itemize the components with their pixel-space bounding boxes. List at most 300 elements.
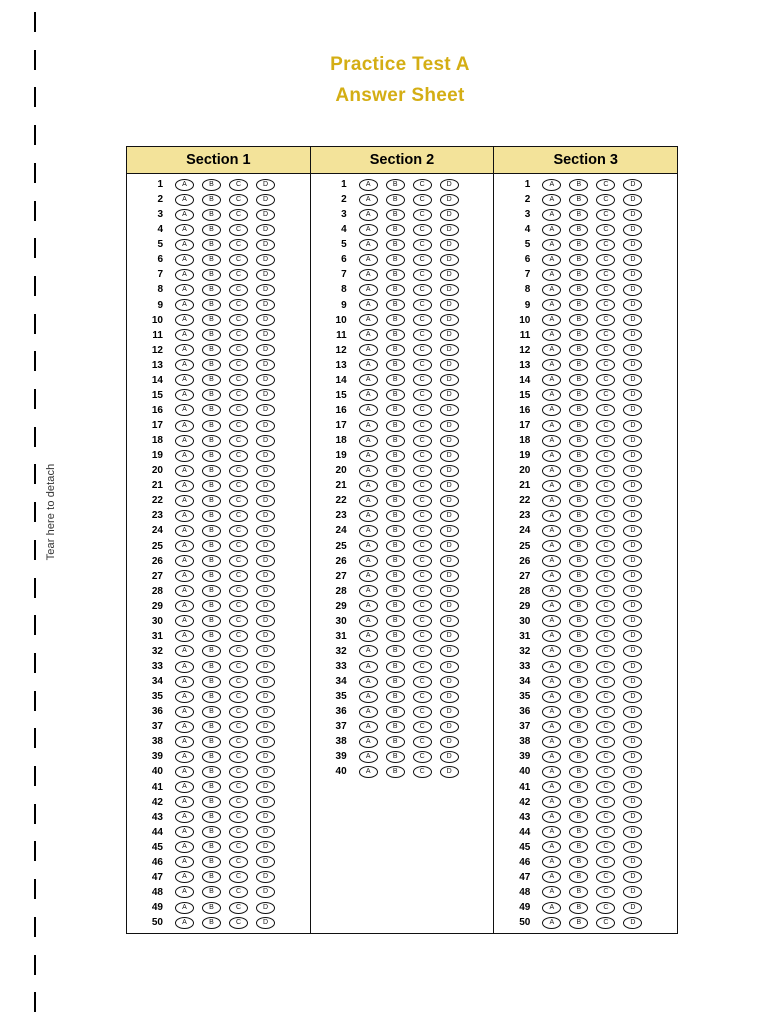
answer-bubble-b[interactable]: B (202, 917, 221, 929)
answer-bubble-c[interactable]: C (413, 570, 432, 582)
answer-bubble-b[interactable]: B (202, 179, 221, 191)
answer-bubble-b[interactable]: B (202, 902, 221, 914)
answer-bubble-d[interactable]: D (440, 450, 459, 462)
answer-bubble-b[interactable]: B (202, 359, 221, 371)
answer-bubble-a[interactable]: A (175, 540, 194, 552)
answer-bubble-b[interactable]: B (569, 525, 588, 537)
answer-bubble-c[interactable]: C (596, 209, 615, 221)
answer-bubble-c[interactable]: C (229, 224, 248, 236)
answer-bubble-a[interactable]: A (542, 194, 561, 206)
answer-bubble-b[interactable]: B (569, 826, 588, 838)
answer-bubble-c[interactable]: C (596, 585, 615, 597)
answer-bubble-c[interactable]: C (413, 314, 432, 326)
answer-bubble-a[interactable]: A (175, 224, 194, 236)
answer-bubble-c[interactable]: C (229, 525, 248, 537)
answer-bubble-c[interactable]: C (229, 374, 248, 386)
answer-bubble-c[interactable]: C (229, 540, 248, 552)
answer-bubble-d[interactable]: D (256, 179, 275, 191)
answer-bubble-a[interactable]: A (175, 284, 194, 296)
answer-bubble-c[interactable]: C (229, 706, 248, 718)
answer-bubble-b[interactable]: B (386, 329, 405, 341)
answer-bubble-b[interactable]: B (202, 766, 221, 778)
answer-bubble-b[interactable]: B (569, 389, 588, 401)
answer-bubble-c[interactable]: C (229, 389, 248, 401)
answer-bubble-d[interactable]: D (440, 224, 459, 236)
answer-bubble-b[interactable]: B (569, 435, 588, 447)
answer-bubble-d[interactable]: D (256, 781, 275, 793)
answer-bubble-a[interactable]: A (542, 495, 561, 507)
answer-bubble-b[interactable]: B (569, 841, 588, 853)
answer-bubble-b[interactable]: B (386, 194, 405, 206)
answer-bubble-b[interactable]: B (569, 811, 588, 823)
answer-bubble-c[interactable]: C (229, 826, 248, 838)
answer-bubble-b[interactable]: B (569, 630, 588, 642)
answer-bubble-b[interactable]: B (569, 645, 588, 657)
answer-bubble-a[interactable]: A (542, 224, 561, 236)
answer-bubble-b[interactable]: B (202, 585, 221, 597)
answer-bubble-a[interactable]: A (359, 420, 378, 432)
answer-bubble-c[interactable]: C (229, 796, 248, 808)
answer-bubble-b[interactable]: B (386, 661, 405, 673)
answer-bubble-c[interactable]: C (596, 420, 615, 432)
answer-bubble-a[interactable]: A (359, 284, 378, 296)
answer-bubble-b[interactable]: B (386, 630, 405, 642)
answer-bubble-a[interactable]: A (542, 871, 561, 883)
answer-bubble-c[interactable]: C (413, 284, 432, 296)
answer-bubble-d[interactable]: D (623, 495, 642, 507)
answer-bubble-b[interactable]: B (202, 299, 221, 311)
answer-bubble-d[interactable]: D (256, 209, 275, 221)
answer-bubble-d[interactable]: D (440, 751, 459, 763)
answer-bubble-d[interactable]: D (623, 540, 642, 552)
answer-bubble-b[interactable]: B (386, 570, 405, 582)
answer-bubble-c[interactable]: C (596, 540, 615, 552)
answer-bubble-b[interactable]: B (386, 224, 405, 236)
answer-bubble-b[interactable]: B (386, 691, 405, 703)
answer-bubble-b[interactable]: B (386, 721, 405, 733)
answer-bubble-a[interactable]: A (175, 299, 194, 311)
answer-bubble-c[interactable]: C (413, 209, 432, 221)
answer-bubble-b[interactable]: B (569, 886, 588, 898)
answer-bubble-d[interactable]: D (256, 600, 275, 612)
answer-bubble-b[interactable]: B (386, 525, 405, 537)
answer-bubble-c[interactable]: C (596, 194, 615, 206)
answer-bubble-c[interactable]: C (229, 645, 248, 657)
answer-bubble-d[interactable]: D (440, 691, 459, 703)
answer-bubble-d[interactable]: D (256, 811, 275, 823)
answer-bubble-d[interactable]: D (440, 736, 459, 748)
answer-bubble-c[interactable]: C (229, 886, 248, 898)
answer-bubble-b[interactable]: B (386, 495, 405, 507)
answer-bubble-b[interactable]: B (386, 299, 405, 311)
answer-bubble-a[interactable]: A (359, 299, 378, 311)
answer-bubble-a[interactable]: A (542, 902, 561, 914)
answer-bubble-c[interactable]: C (229, 284, 248, 296)
answer-bubble-d[interactable]: D (256, 329, 275, 341)
answer-bubble-b[interactable]: B (569, 224, 588, 236)
answer-bubble-b[interactable]: B (202, 525, 221, 537)
answer-bubble-b[interactable]: B (202, 329, 221, 341)
answer-bubble-b[interactable]: B (569, 781, 588, 793)
answer-bubble-c[interactable]: C (596, 796, 615, 808)
answer-bubble-b[interactable]: B (386, 389, 405, 401)
answer-bubble-c[interactable]: C (229, 435, 248, 447)
answer-bubble-a[interactable]: A (175, 736, 194, 748)
answer-bubble-a[interactable]: A (542, 615, 561, 627)
answer-bubble-d[interactable]: D (623, 917, 642, 929)
answer-bubble-b[interactable]: B (569, 450, 588, 462)
answer-bubble-b[interactable]: B (569, 179, 588, 191)
answer-bubble-a[interactable]: A (175, 600, 194, 612)
answer-bubble-b[interactable]: B (202, 239, 221, 251)
answer-bubble-a[interactable]: A (542, 751, 561, 763)
answer-bubble-c[interactable]: C (596, 269, 615, 281)
answer-bubble-c[interactable]: C (596, 525, 615, 537)
answer-bubble-b[interactable]: B (386, 706, 405, 718)
answer-bubble-c[interactable]: C (413, 254, 432, 266)
answer-bubble-d[interactable]: D (440, 344, 459, 356)
answer-bubble-c[interactable]: C (229, 811, 248, 823)
answer-bubble-a[interactable]: A (542, 389, 561, 401)
answer-bubble-d[interactable]: D (623, 314, 642, 326)
answer-bubble-a[interactable]: A (175, 239, 194, 251)
answer-bubble-b[interactable]: B (569, 510, 588, 522)
answer-bubble-c[interactable]: C (596, 630, 615, 642)
answer-bubble-a[interactable]: A (542, 555, 561, 567)
answer-bubble-b[interactable]: B (386, 555, 405, 567)
answer-bubble-c[interactable]: C (413, 706, 432, 718)
answer-bubble-d[interactable]: D (256, 495, 275, 507)
answer-bubble-b[interactable]: B (202, 721, 221, 733)
answer-bubble-c[interactable]: C (413, 179, 432, 191)
answer-bubble-d[interactable]: D (440, 645, 459, 657)
answer-bubble-a[interactable]: A (542, 661, 561, 673)
answer-bubble-a[interactable]: A (175, 465, 194, 477)
answer-bubble-a[interactable]: A (359, 254, 378, 266)
answer-bubble-a[interactable]: A (359, 329, 378, 341)
answer-bubble-a[interactable]: A (542, 691, 561, 703)
answer-bubble-d[interactable]: D (440, 525, 459, 537)
answer-bubble-a[interactable]: A (542, 676, 561, 688)
answer-bubble-b[interactable]: B (202, 465, 221, 477)
answer-bubble-d[interactable]: D (256, 480, 275, 492)
answer-bubble-b[interactable]: B (569, 329, 588, 341)
answer-bubble-c[interactable]: C (596, 600, 615, 612)
answer-bubble-d[interactable]: D (623, 736, 642, 748)
answer-bubble-d[interactable]: D (256, 299, 275, 311)
answer-bubble-d[interactable]: D (623, 480, 642, 492)
answer-bubble-b[interactable]: B (202, 615, 221, 627)
answer-bubble-b[interactable]: B (386, 600, 405, 612)
answer-bubble-c[interactable]: C (229, 615, 248, 627)
answer-bubble-d[interactable]: D (623, 450, 642, 462)
answer-bubble-d[interactable]: D (256, 871, 275, 883)
answer-bubble-b[interactable]: B (386, 676, 405, 688)
answer-bubble-d[interactable]: D (623, 389, 642, 401)
answer-bubble-a[interactable]: A (175, 525, 194, 537)
answer-bubble-b[interactable]: B (202, 450, 221, 462)
answer-bubble-c[interactable]: C (413, 374, 432, 386)
answer-bubble-c[interactable]: C (229, 239, 248, 251)
answer-bubble-d[interactable]: D (256, 254, 275, 266)
answer-bubble-a[interactable]: A (359, 751, 378, 763)
answer-bubble-a[interactable]: A (359, 540, 378, 552)
answer-bubble-a[interactable]: A (175, 630, 194, 642)
answer-bubble-a[interactable]: A (542, 721, 561, 733)
answer-bubble-d[interactable]: D (256, 420, 275, 432)
answer-bubble-c[interactable]: C (413, 525, 432, 537)
answer-bubble-c[interactable]: C (596, 826, 615, 838)
answer-bubble-b[interactable]: B (569, 600, 588, 612)
answer-bubble-b[interactable]: B (569, 480, 588, 492)
answer-bubble-a[interactable]: A (175, 751, 194, 763)
answer-bubble-d[interactable]: D (256, 856, 275, 868)
answer-bubble-b[interactable]: B (386, 209, 405, 221)
answer-bubble-d[interactable]: D (623, 344, 642, 356)
answer-bubble-d[interactable]: D (256, 525, 275, 537)
answer-bubble-a[interactable]: A (175, 495, 194, 507)
answer-bubble-d[interactable]: D (440, 179, 459, 191)
answer-bubble-c[interactable]: C (229, 194, 248, 206)
answer-bubble-a[interactable]: A (542, 736, 561, 748)
answer-bubble-d[interactable]: D (623, 269, 642, 281)
answer-bubble-a[interactable]: A (359, 450, 378, 462)
answer-bubble-a[interactable]: A (359, 736, 378, 748)
answer-bubble-d[interactable]: D (256, 721, 275, 733)
answer-bubble-d[interactable]: D (623, 585, 642, 597)
answer-bubble-a[interactable]: A (542, 179, 561, 191)
answer-bubble-c[interactable]: C (229, 495, 248, 507)
answer-bubble-b[interactable]: B (569, 721, 588, 733)
answer-bubble-d[interactable]: D (440, 721, 459, 733)
answer-bubble-c[interactable]: C (596, 676, 615, 688)
answer-bubble-b[interactable]: B (386, 751, 405, 763)
answer-bubble-d[interactable]: D (440, 630, 459, 642)
answer-bubble-a[interactable]: A (175, 555, 194, 567)
answer-bubble-d[interactable]: D (256, 540, 275, 552)
answer-bubble-d[interactable]: D (440, 600, 459, 612)
answer-bubble-a[interactable]: A (175, 585, 194, 597)
answer-bubble-a[interactable]: A (359, 359, 378, 371)
answer-bubble-c[interactable]: C (596, 480, 615, 492)
answer-bubble-b[interactable]: B (569, 540, 588, 552)
answer-bubble-d[interactable]: D (440, 555, 459, 567)
answer-bubble-d[interactable]: D (256, 344, 275, 356)
answer-bubble-a[interactable]: A (542, 841, 561, 853)
answer-bubble-c[interactable]: C (413, 465, 432, 477)
answer-bubble-d[interactable]: D (440, 706, 459, 718)
answer-bubble-a[interactable]: A (175, 886, 194, 898)
answer-bubble-d[interactable]: D (440, 480, 459, 492)
answer-bubble-d[interactable]: D (256, 796, 275, 808)
answer-bubble-b[interactable]: B (202, 886, 221, 898)
answer-bubble-c[interactable]: C (229, 179, 248, 191)
answer-bubble-a[interactable]: A (359, 344, 378, 356)
answer-bubble-a[interactable]: A (175, 871, 194, 883)
answer-bubble-b[interactable]: B (569, 706, 588, 718)
answer-bubble-d[interactable]: D (623, 630, 642, 642)
answer-bubble-a[interactable]: A (359, 179, 378, 191)
answer-bubble-c[interactable]: C (413, 721, 432, 733)
answer-bubble-a[interactable]: A (175, 766, 194, 778)
answer-bubble-c[interactable]: C (413, 269, 432, 281)
answer-bubble-d[interactable]: D (623, 706, 642, 718)
answer-bubble-c[interactable]: C (413, 630, 432, 642)
answer-bubble-b[interactable]: B (569, 495, 588, 507)
answer-bubble-a[interactable]: A (175, 676, 194, 688)
answer-bubble-a[interactable]: A (175, 269, 194, 281)
answer-bubble-b[interactable]: B (202, 856, 221, 868)
answer-bubble-c[interactable]: C (413, 480, 432, 492)
answer-bubble-b[interactable]: B (569, 615, 588, 627)
answer-bubble-a[interactable]: A (359, 435, 378, 447)
answer-bubble-b[interactable]: B (569, 585, 588, 597)
answer-bubble-d[interactable]: D (440, 239, 459, 251)
answer-bubble-a[interactable]: A (542, 570, 561, 582)
answer-bubble-a[interactable]: A (542, 630, 561, 642)
answer-bubble-a[interactable]: A (359, 766, 378, 778)
answer-bubble-a[interactable]: A (542, 404, 561, 416)
answer-bubble-c[interactable]: C (229, 420, 248, 432)
answer-bubble-d[interactable]: D (256, 706, 275, 718)
answer-bubble-d[interactable]: D (256, 465, 275, 477)
answer-bubble-a[interactable]: A (542, 450, 561, 462)
answer-bubble-a[interactable]: A (359, 706, 378, 718)
answer-bubble-b[interactable]: B (386, 374, 405, 386)
answer-bubble-c[interactable]: C (596, 721, 615, 733)
answer-bubble-a[interactable]: A (359, 239, 378, 251)
answer-bubble-c[interactable]: C (229, 299, 248, 311)
answer-bubble-a[interactable]: A (542, 299, 561, 311)
answer-bubble-d[interactable]: D (256, 691, 275, 703)
answer-bubble-d[interactable]: D (256, 676, 275, 688)
answer-bubble-a[interactable]: A (359, 630, 378, 642)
answer-bubble-a[interactable]: A (359, 585, 378, 597)
answer-bubble-c[interactable]: C (229, 871, 248, 883)
answer-bubble-b[interactable]: B (386, 736, 405, 748)
answer-bubble-c[interactable]: C (413, 224, 432, 236)
answer-bubble-d[interactable]: D (623, 420, 642, 432)
answer-bubble-d[interactable]: D (623, 615, 642, 627)
answer-bubble-c[interactable]: C (229, 480, 248, 492)
answer-bubble-c[interactable]: C (413, 555, 432, 567)
answer-bubble-c[interactable]: C (596, 886, 615, 898)
answer-bubble-d[interactable]: D (256, 374, 275, 386)
answer-bubble-b[interactable]: B (202, 389, 221, 401)
answer-bubble-c[interactable]: C (596, 314, 615, 326)
answer-bubble-d[interactable]: D (623, 600, 642, 612)
answer-bubble-c[interactable]: C (413, 736, 432, 748)
answer-bubble-b[interactable]: B (202, 555, 221, 567)
answer-bubble-c[interactable]: C (229, 254, 248, 266)
answer-bubble-d[interactable]: D (440, 435, 459, 447)
answer-bubble-d[interactable]: D (256, 224, 275, 236)
answer-bubble-c[interactable]: C (413, 329, 432, 341)
answer-bubble-c[interactable]: C (596, 555, 615, 567)
answer-bubble-c[interactable]: C (596, 359, 615, 371)
answer-bubble-c[interactable]: C (596, 661, 615, 673)
answer-bubble-d[interactable]: D (623, 329, 642, 341)
answer-bubble-a[interactable]: A (542, 420, 561, 432)
answer-bubble-a[interactable]: A (175, 480, 194, 492)
answer-bubble-d[interactable]: D (440, 389, 459, 401)
answer-bubble-c[interactable]: C (413, 615, 432, 627)
answer-bubble-d[interactable]: D (623, 856, 642, 868)
answer-bubble-d[interactable]: D (623, 299, 642, 311)
answer-bubble-d[interactable]: D (256, 435, 275, 447)
answer-bubble-a[interactable]: A (175, 389, 194, 401)
answer-bubble-b[interactable]: B (569, 194, 588, 206)
answer-bubble-d[interactable]: D (256, 630, 275, 642)
answer-bubble-b[interactable]: B (202, 600, 221, 612)
answer-bubble-b[interactable]: B (202, 841, 221, 853)
answer-bubble-d[interactable]: D (623, 284, 642, 296)
answer-bubble-b[interactable]: B (202, 495, 221, 507)
answer-bubble-a[interactable]: A (542, 886, 561, 898)
answer-bubble-b[interactable]: B (202, 269, 221, 281)
answer-bubble-b[interactable]: B (386, 510, 405, 522)
answer-bubble-b[interactable]: B (202, 706, 221, 718)
answer-bubble-c[interactable]: C (413, 645, 432, 657)
answer-bubble-d[interactable]: D (256, 585, 275, 597)
answer-bubble-a[interactable]: A (542, 269, 561, 281)
answer-bubble-c[interactable]: C (229, 856, 248, 868)
answer-bubble-b[interactable]: B (569, 796, 588, 808)
answer-bubble-a[interactable]: A (175, 856, 194, 868)
answer-bubble-b[interactable]: B (202, 284, 221, 296)
answer-bubble-a[interactable]: A (175, 615, 194, 627)
answer-bubble-b[interactable]: B (569, 299, 588, 311)
answer-bubble-d[interactable]: D (440, 676, 459, 688)
answer-bubble-a[interactable]: A (542, 766, 561, 778)
answer-bubble-d[interactable]: D (623, 254, 642, 266)
answer-bubble-a[interactable]: A (359, 555, 378, 567)
answer-bubble-a[interactable]: A (542, 811, 561, 823)
answer-bubble-a[interactable]: A (359, 374, 378, 386)
answer-bubble-b[interactable]: B (569, 344, 588, 356)
answer-bubble-c[interactable]: C (229, 510, 248, 522)
answer-bubble-a[interactable]: A (542, 510, 561, 522)
answer-bubble-a[interactable]: A (542, 540, 561, 552)
answer-bubble-a[interactable]: A (542, 374, 561, 386)
answer-bubble-d[interactable]: D (623, 209, 642, 221)
answer-bubble-d[interactable]: D (256, 389, 275, 401)
answer-bubble-c[interactable]: C (413, 389, 432, 401)
answer-bubble-c[interactable]: C (229, 314, 248, 326)
answer-bubble-c[interactable]: C (596, 691, 615, 703)
answer-bubble-b[interactable]: B (569, 661, 588, 673)
answer-bubble-c[interactable]: C (413, 766, 432, 778)
answer-bubble-a[interactable]: A (542, 329, 561, 341)
answer-bubble-b[interactable]: B (386, 179, 405, 191)
answer-bubble-a[interactable]: A (359, 269, 378, 281)
answer-bubble-d[interactable]: D (256, 239, 275, 251)
answer-bubble-a[interactable]: A (359, 676, 378, 688)
answer-bubble-b[interactable]: B (202, 374, 221, 386)
answer-bubble-a[interactable]: A (542, 856, 561, 868)
answer-bubble-d[interactable]: D (623, 510, 642, 522)
answer-bubble-d[interactable]: D (623, 721, 642, 733)
answer-bubble-b[interactable]: B (202, 510, 221, 522)
answer-bubble-b[interactable]: B (202, 691, 221, 703)
answer-bubble-b[interactable]: B (202, 826, 221, 838)
answer-bubble-a[interactable]: A (359, 570, 378, 582)
answer-bubble-b[interactable]: B (202, 540, 221, 552)
answer-bubble-c[interactable]: C (229, 404, 248, 416)
answer-bubble-c[interactable]: C (229, 450, 248, 462)
answer-bubble-c[interactable]: C (229, 209, 248, 221)
answer-bubble-c[interactable]: C (596, 495, 615, 507)
